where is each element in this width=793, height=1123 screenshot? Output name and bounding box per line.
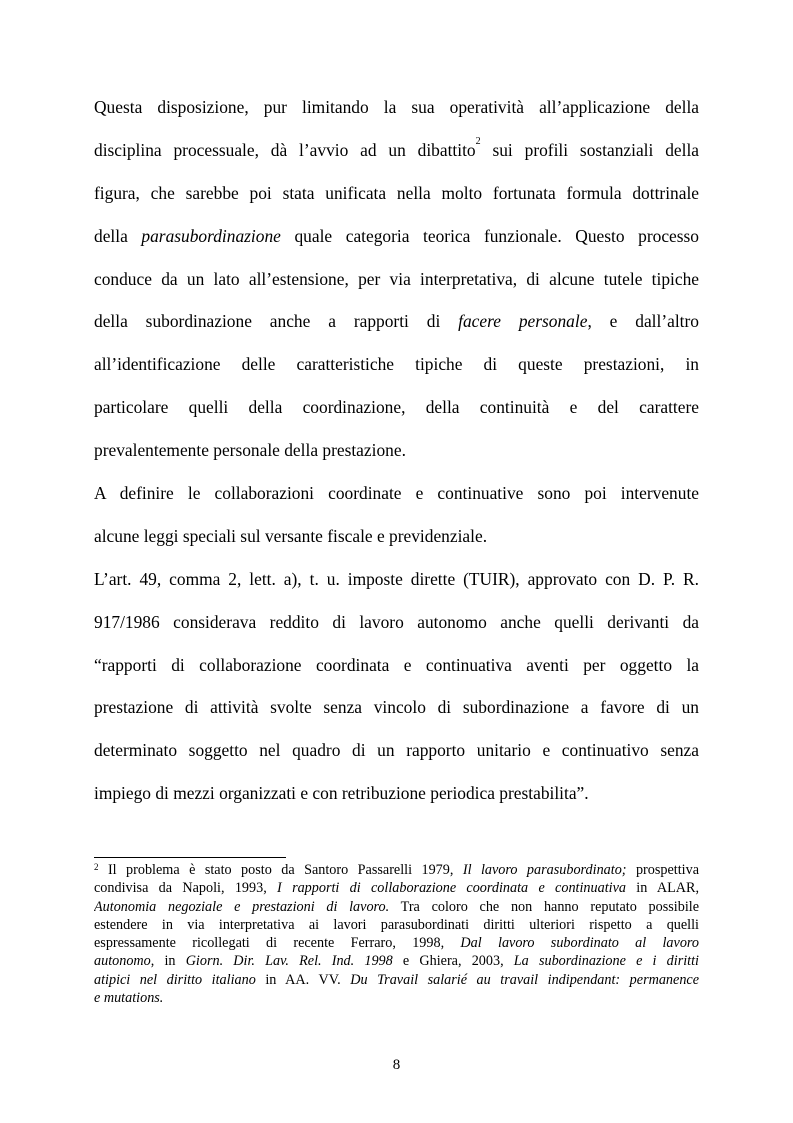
body-line — [94, 129, 699, 172]
text-run: disciplina processuale, dà l’avvio ad un dibattito — [94, 139, 476, 160]
text-run: determinato soggetto nel quadro di un rapporto unitario e continuativo senza — [94, 740, 699, 761]
footnote-line — [94, 971, 699, 989]
italic-text: e mutations. — [94, 990, 164, 1007]
italic-text: Autonomia negoziale e prestazioni di lavoro. — [94, 898, 390, 915]
text-run: in ALAR, — [625, 880, 699, 897]
text-run: particolare quelli della coordinazione, della continuità e del carattere — [94, 397, 699, 418]
footnote-line — [94, 898, 699, 916]
italic-text: facere personale — [458, 311, 588, 332]
italic-text: Dal lavoro subordinato al lavoro — [460, 935, 699, 952]
footnote-line — [94, 952, 699, 970]
footnote-line — [94, 879, 699, 897]
italic-text: Giorn. Dir. Lav. Rel. Ind. 1998 — [185, 953, 393, 970]
text-run: 917/1986 considerava reddito di lavoro autonomo anche quelli derivanti da — [94, 611, 699, 632]
text-run: impiego di mezzi organizzati e con retribuzione periodica prestabilita”. — [94, 783, 589, 804]
text-run: in AA. VV. — [255, 971, 351, 988]
footnote-line — [94, 934, 699, 952]
text-run: condivisa da Napoli, 1993, — [94, 880, 278, 897]
text-run: conduce da un lato all’estensione, per via interpretativa, di alcune tutele tipiche — [94, 268, 699, 289]
text-run: A definire le collaborazioni coordinate e continuative sono poi intervenute — [94, 483, 699, 504]
body-line — [94, 215, 699, 258]
text-run: , e dall’altro — [587, 311, 699, 332]
italic-text: I rapporti di collaborazione coordinata e continuativa — [277, 880, 626, 897]
body-line — [94, 172, 699, 215]
italic-text: atipici nel diritto italiano — [94, 971, 256, 988]
italic-text: autonomo — [94, 953, 151, 970]
footnote-reference: 2 — [94, 862, 99, 872]
body-line — [94, 729, 699, 772]
text-run: Tra coloro che non hanno reputato possibile — [389, 898, 699, 915]
body-text — [94, 86, 699, 815]
body-line — [94, 86, 699, 129]
body-line — [94, 601, 699, 644]
italic-text: La subordinazione e i diritti — [513, 953, 699, 970]
body-line — [94, 258, 699, 301]
body-line — [94, 472, 699, 515]
text-run: della — [94, 225, 142, 246]
text-run: all’identificazione delle caratteristiche tipiche di queste prestazioni, in — [94, 354, 699, 375]
text-run: della subordinazione anche a rapporti di — [94, 311, 459, 332]
text-run: prestazione di attività svolte senza vincolo di subordinazione a favore di un — [94, 697, 699, 718]
body-line — [94, 644, 699, 687]
body-line — [94, 772, 699, 815]
text-run: prospettiva — [626, 862, 699, 878]
text-run: quale categoria teorica funzionale. Questo processo — [280, 225, 699, 246]
italic-text: Du Travail salarié au travail indipendant: permanence — [350, 971, 699, 988]
footnote-line — [94, 989, 699, 1007]
text-run: Il problema è stato posto da Santoro Passarelli 1979, — [98, 862, 463, 878]
footnote-separator — [94, 857, 286, 858]
body-line — [94, 300, 699, 343]
text-run: e Ghiera, 2003, — [392, 953, 514, 970]
body-line — [94, 386, 699, 429]
text-run: espressamente ricollegati di recente Ferraro, 1998, — [94, 935, 461, 952]
text-run: alcune leggi speciali sul versante fiscale e previdenziale. — [94, 525, 488, 546]
body-line — [94, 343, 699, 386]
footnote-line — [94, 916, 699, 934]
page-number: 8 — [392, 1057, 401, 1073]
text-run: L’art. 49, comma 2, lett. a), t. u. imposte dirette (TUIR), approvato con D. P. R. — [94, 568, 699, 589]
text-run: estendere in via interpretativa ai lavori parasubordinati diritti ulteriori rispetto a quelli — [94, 916, 699, 933]
text-run: Questa disposizione, pur limitando la sua operatività all’applicazione della — [94, 97, 699, 117]
body-line — [94, 686, 699, 729]
text-run: sui profili sostanziali della — [480, 139, 699, 160]
body-line — [94, 429, 699, 472]
body-line — [94, 515, 699, 558]
text-run: “rapporti di collaborazione coordinata e continuativa aventi per oggetto la — [94, 654, 699, 675]
text-run: prevalentemente personale della prestazione. — [94, 440, 406, 461]
footnote-line — [94, 861, 699, 879]
footnote-reference: 2 — [475, 135, 481, 147]
italic-text: parasubordinazione — [141, 225, 281, 246]
body-line — [94, 558, 699, 601]
footnote — [94, 861, 699, 1007]
text-run: figura, che sarebbe poi stata unificata nella molto fortunata formula dottrinale — [94, 182, 699, 203]
italic-text: Il lavoro parasubordinato; — [462, 862, 627, 878]
text-run: , in — [150, 953, 186, 970]
